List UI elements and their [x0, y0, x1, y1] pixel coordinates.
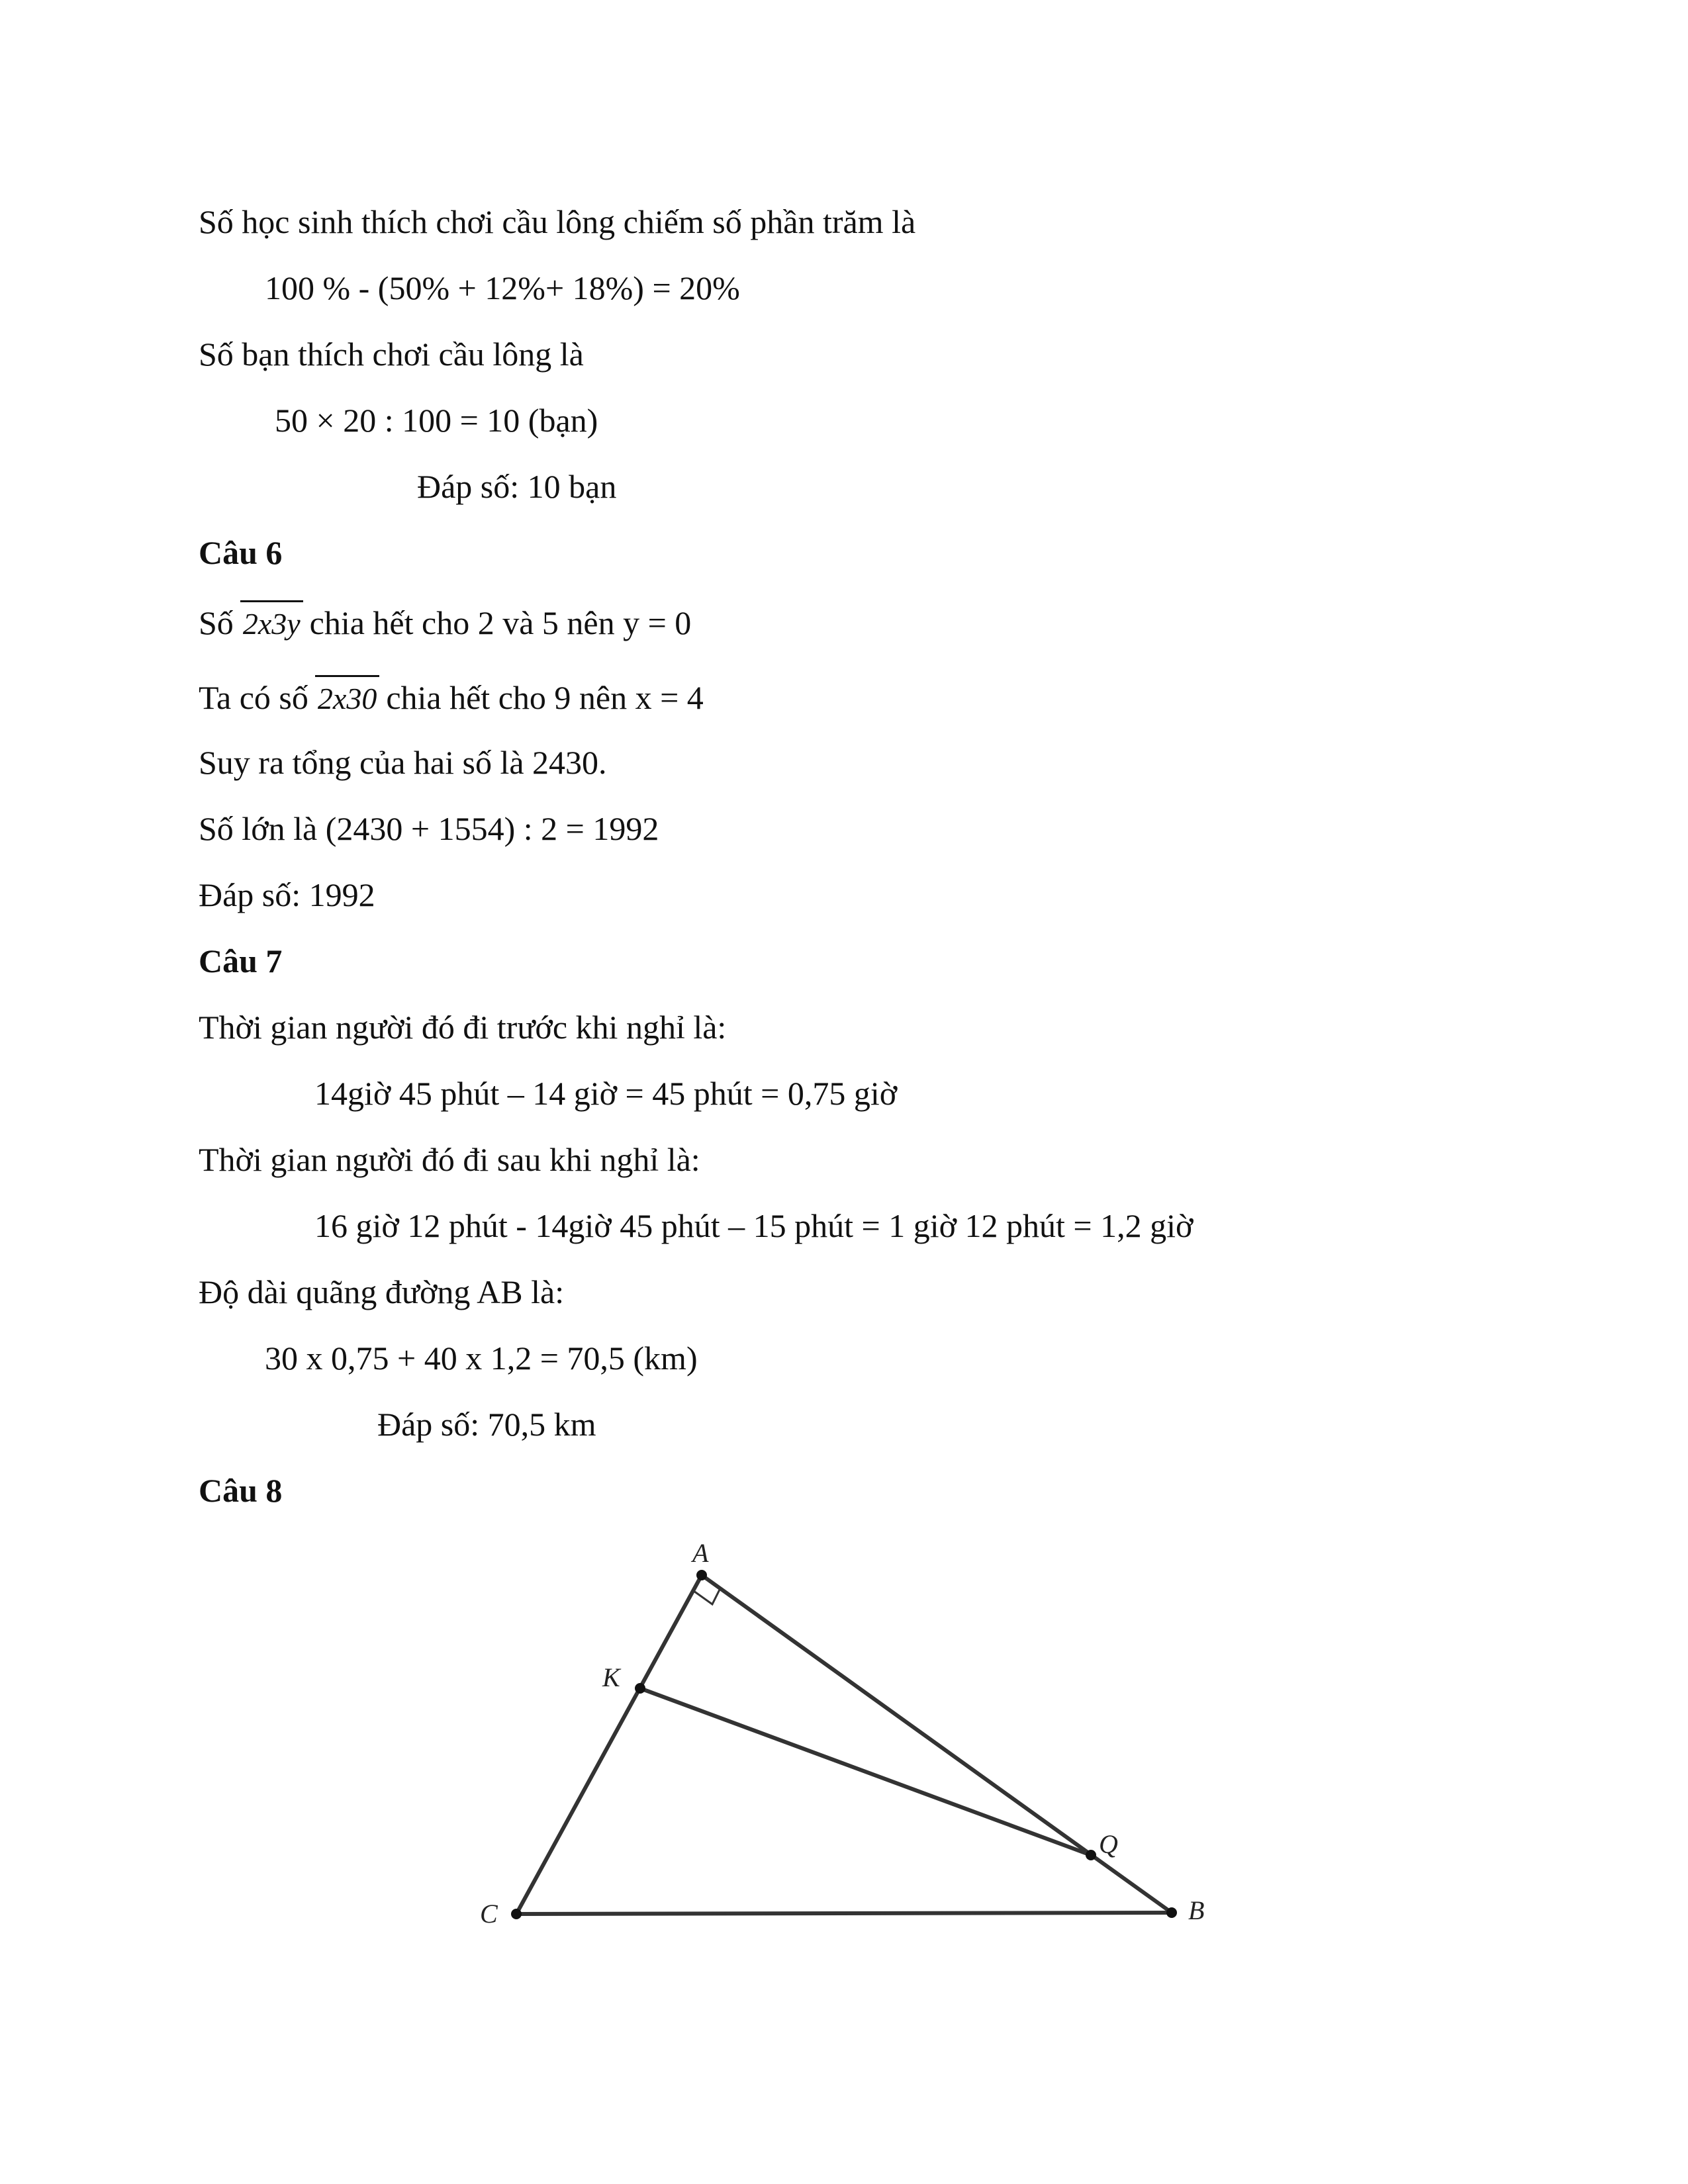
text-fragment: Số — [199, 604, 234, 641]
equation-line: 50 × 20 : 100 = 10 (bạn) — [275, 402, 598, 439]
equation-line: 100 % - (50% + 12%+ 18%) = 20% — [265, 269, 740, 306]
text-line: Thời gian người đó đi trước khi nghỉ là: — [199, 1009, 727, 1046]
text-line: Độ dài quãng đường AB là: — [199, 1273, 565, 1310]
label-a: A — [692, 1538, 709, 1568]
text-line: Số học sinh thích chơi cầu lông chiếm số phần trăm là — [199, 203, 916, 240]
text-fragment: chia hết cho 9 nên x = 4 — [386, 679, 704, 716]
text-line: Số bạn thích chơi cầu lông là — [199, 336, 584, 373]
text-line — [199, 600, 691, 644]
text-fragment: Ta có số — [199, 679, 308, 716]
equation-line: 14giờ 45 phút – 14 giờ = 45 phút = 0,75 giờ — [314, 1075, 898, 1112]
triangle-figure — [457, 1522, 1238, 1959]
point-c — [511, 1909, 522, 1919]
equation-line: 30 x 0,75 + 40 x 1,2 = 70,5 (km) — [265, 1340, 698, 1377]
overlined-number: 2x30 — [318, 675, 377, 719]
segment-ab — [702, 1575, 1172, 1913]
right-angle-mark — [694, 1588, 720, 1604]
question-heading: Câu 7 — [199, 942, 283, 979]
text-line: Suy ra tổng của hai số là 2430. — [199, 744, 607, 781]
label-k: K — [602, 1662, 620, 1692]
text-line: Số lớn là (2430 + 1554) : 2 = 1992 — [199, 810, 659, 847]
question-heading: Câu 6 — [199, 534, 283, 571]
point-q — [1086, 1850, 1096, 1860]
equation-line: 16 giờ 12 phút - 14giờ 45 phút – 15 phút = 1 giờ 12 phút = 1,2 giờ — [314, 1207, 1194, 1244]
label-c: C — [480, 1899, 498, 1929]
segment-kq — [640, 1688, 1091, 1855]
point-a — [696, 1570, 707, 1580]
text-line: Thời gian người đó đi sau khi nghỉ là: — [199, 1141, 700, 1178]
segment-ac — [516, 1575, 702, 1914]
answer-line: Đáp số: 10 bạn — [417, 468, 617, 505]
segment-cb — [516, 1913, 1172, 1914]
point-b — [1166, 1907, 1177, 1918]
text-line — [199, 675, 704, 719]
text-fragment: chia hết cho 2 và 5 nên y = 0 — [309, 604, 692, 641]
overlined-number: 2x3y — [243, 600, 301, 644]
answer-line: Đáp số: 70,5 km — [377, 1406, 596, 1443]
label-q: Q — [1099, 1829, 1118, 1859]
label-b: B — [1188, 1895, 1205, 1925]
question-heading: Câu 8 — [199, 1472, 283, 1509]
answer-line: Đáp số: 1992 — [199, 876, 375, 913]
point-k — [635, 1683, 645, 1694]
